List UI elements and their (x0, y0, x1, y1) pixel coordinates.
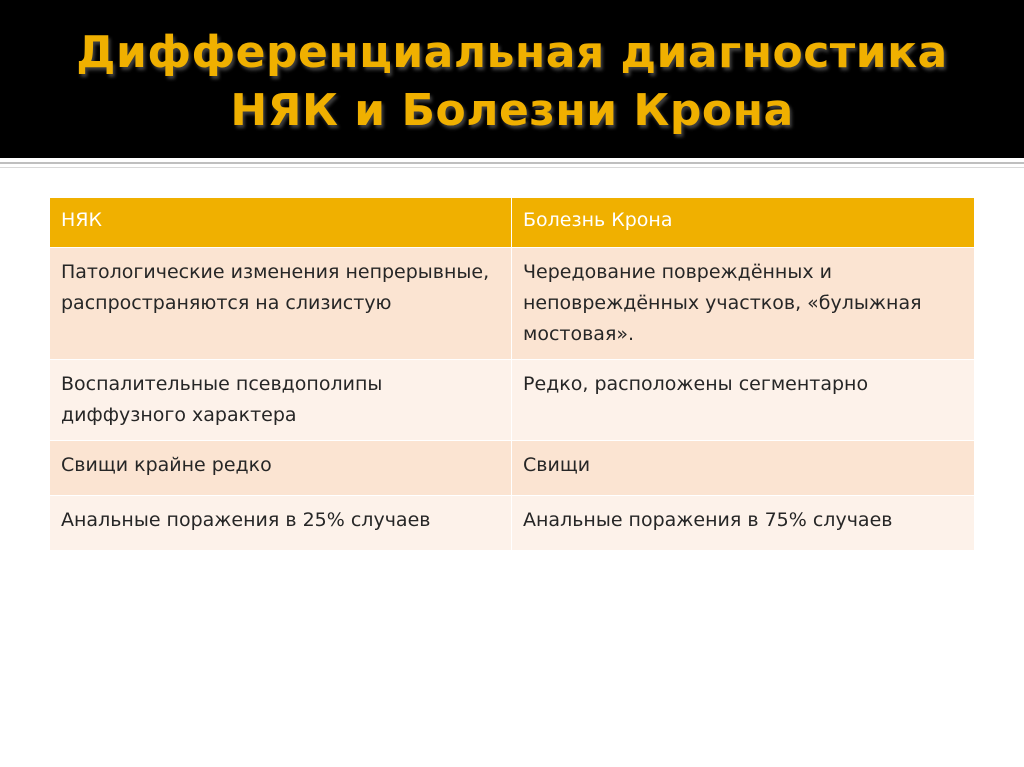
table-cell: Свищи (512, 441, 975, 496)
comparison-table (49, 197, 975, 551)
table-row (50, 441, 975, 496)
table-cell: Свищи крайне редко (50, 441, 512, 496)
table-cell: Анальные поражения в 75% случаев (512, 496, 975, 551)
table-row (50, 496, 975, 551)
table-cell: Воспалительные псевдополипы диффузного характера (50, 360, 512, 441)
table-header-row (50, 198, 975, 248)
column-header-crohn: Болезнь Крона (512, 198, 975, 248)
title-bar (0, 0, 1024, 158)
table-cell: Редко, расположены сегментарно (512, 360, 975, 441)
column-header-nyak: НЯК (50, 198, 512, 248)
table-cell: Анальные поражения в 25% случаев (50, 496, 512, 551)
table-cell: Чередование повреждённых и неповреждённых участков, «булыжная мостовая». (512, 248, 975, 360)
slide-title (0, 24, 1024, 140)
slide-title-line-1: Дифференциальная диагностика (76, 27, 948, 78)
title-divider-thin (0, 167, 1024, 168)
table-row (50, 360, 975, 441)
table-row (50, 248, 975, 360)
slide-title-line-2: НЯК и Болезни Крона (230, 85, 794, 136)
title-divider (0, 162, 1024, 164)
table-cell: Патологические изменения непрерывные, распространяются на слизистую (50, 248, 512, 360)
